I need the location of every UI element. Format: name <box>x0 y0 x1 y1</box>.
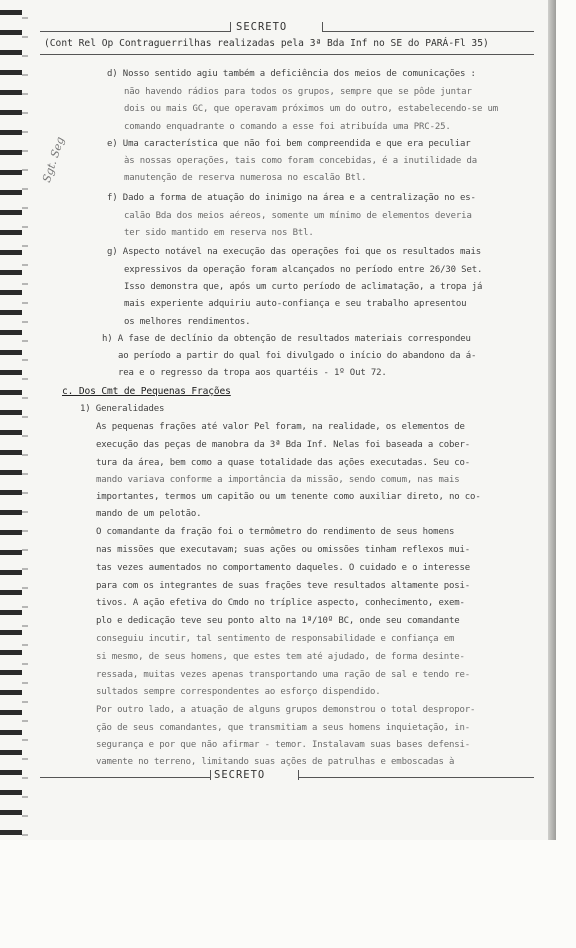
text-line: rea e o regresso da tropa aos quartéis - 1º Out 72. <box>118 368 387 378</box>
text-line: nas missões que executavam; suas ações ou omissões tinham reflexos mui- <box>96 545 471 555</box>
text-line: As pequenas frações até valor Pel foram, na realidade, os elementos de <box>96 422 465 432</box>
text-line: si mesmo, de seus homens, que estes tem até ajudado, de forma desinte- <box>96 652 465 662</box>
binding-holes <box>22 0 28 840</box>
text-line: tivos. A ação efetiva do Cmdo no tríplice aspecto, conhecimento, exem- <box>96 598 465 608</box>
text-line: ao período a partir do qual foi divulgado o início do abandono da á- <box>118 351 477 361</box>
text-line: comando enquadrante o comando a esse foi atribuída uma PRC-25. <box>124 122 451 132</box>
text-line: mando de um pelotão. <box>96 509 202 519</box>
text-line: sultados sempre correspondentes ao esforço dispendido. <box>96 687 381 697</box>
text-line: mais experiente adquiriu auto-confiança e seu trabalho apresentou <box>124 299 467 309</box>
text-line: vamente no terreno, limitando suas ações de patrulhas e emboscadas à <box>96 757 455 767</box>
header-underline <box>40 54 534 55</box>
footer-rule-right <box>298 777 534 778</box>
page-title: (Cont Rel Op Contraguerrilhas realizadas pela 3ª Bda Inf no SE do PARÁ-Fl 35) <box>44 38 489 49</box>
classification-footer: SECRETO <box>214 769 266 781</box>
page-edge-shadow <box>548 0 556 840</box>
classification-header: SECRETO <box>236 21 288 33</box>
text-line: dois ou mais GC, que operavam próximos um do outro, estabelecendo-se um <box>124 104 499 114</box>
footer-rule-left <box>40 777 210 778</box>
text-line: ter sido mantido em reserva nos Btl. <box>124 228 314 238</box>
text-line: ressada, muitas vezes apenas transportando uma ração de sal e tendo re- <box>96 670 471 680</box>
section-heading: c. Dos Cmt de Pequenas Frações <box>62 386 231 397</box>
text-line: conseguiu incutir, tal sentimento de responsabilidade e confiança em <box>96 634 455 644</box>
text-line: não havendo rádios para todos os grupos, sempre que se pôde juntar <box>124 87 472 97</box>
header-rule-right <box>322 31 534 32</box>
text-line: h) A fase de declínio da obtenção de resultados materiais correspondeu <box>102 334 471 344</box>
subsection-heading: 1) Generalidades <box>80 404 165 414</box>
text-line: execução das peças de manobra da 3ª Bda Inf. Nelas foi baseada a cober- <box>96 440 471 450</box>
text-line: ção de seus comandantes, que transmitiam a seus homens inquietação, in- <box>96 723 471 733</box>
text-line: d) Nosso sentido agiu também a deficiência dos meios de comunicações : <box>107 69 476 79</box>
text-line: O comandante da fração foi o termômetro do rendimento de seus homens <box>96 527 455 537</box>
text-line: tas vezes aumentados no comportamento daqueles. O cuidado e o interesse <box>96 563 471 573</box>
text-line: para com os integrantes de suas frações teve resultados altamente posi- <box>96 581 471 591</box>
text-line: os melhores rendimentos. <box>124 317 251 327</box>
text-line: plo e dedicação teve seu ponto alto na 1ª/10º BC, onde seu comandante <box>96 616 460 626</box>
text-line: manutenção de reserva numerosa no escalão Btl. <box>124 173 367 183</box>
text-line: Por outro lado, a atuação de alguns grupos demonstrou o total despropor- <box>96 705 476 715</box>
text-line: mando variava conforme a importância da missão, sendo comum, nas mais <box>96 475 460 485</box>
header-rule-left <box>40 31 230 32</box>
text-line: importantes, termos um capitão ou um tenente como auxiliar direto, no co- <box>96 492 481 502</box>
spiral-binding <box>0 0 22 840</box>
handwritten-margin-note: Sgt. Seg <box>40 135 67 185</box>
text-line: segurança e por que não afirmar - temor. Instalavam suas bases defensi- <box>96 740 471 750</box>
text-line: calão Bda dos meios aéreos, somente um mínimo de elementos deveria <box>124 211 472 221</box>
text-line: e) Uma característica que não foi bem compreendida e que era peculiar <box>107 139 471 149</box>
text-line: às nossas operações, tais como foram concebidas, é a inutilidade da <box>124 156 477 166</box>
text-line: Isso demonstra que, após um curto período de aclimatação, a tropa já <box>124 282 483 292</box>
text-line: g) Aspecto notável na execução das operações foi que os resultados mais <box>107 247 482 257</box>
text-line: tura da área, bem como a quase totalidade das ações executadas. Seu co- <box>96 458 471 468</box>
text-line: expressivos da operação foram alcançados no período entre 26/30 Set. <box>124 265 483 275</box>
text-line: f) Dado a forma de atuação do inimigo na área e a centralização no es- <box>107 193 476 203</box>
